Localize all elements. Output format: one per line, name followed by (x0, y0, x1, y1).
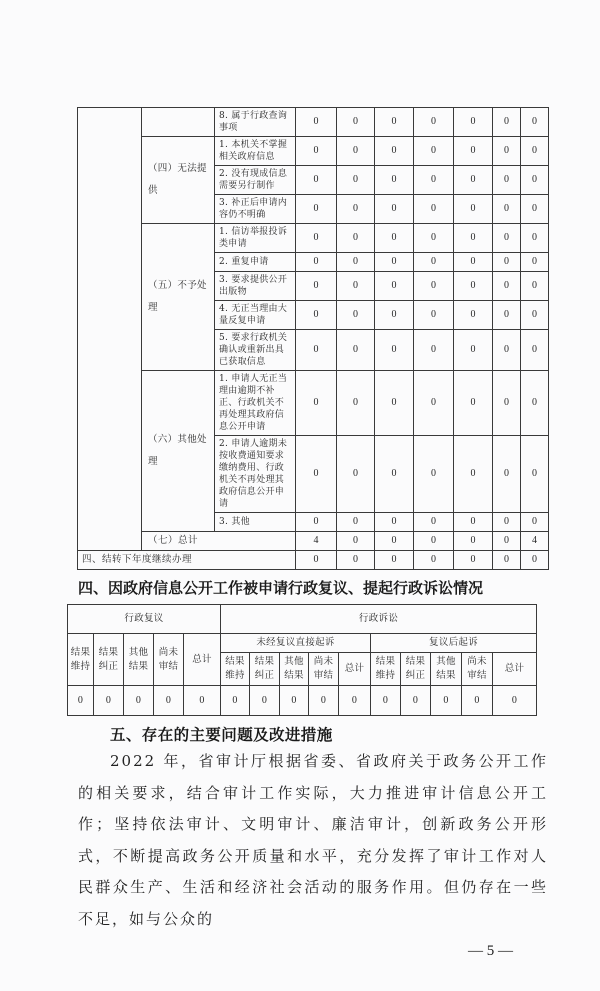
value-cell: 0 (375, 371, 414, 436)
value-cell: 0 (493, 272, 521, 301)
value-cell: 0 (296, 272, 337, 301)
value-cell: 0 (493, 686, 537, 716)
column-header: 其他结果 (280, 653, 309, 686)
value-cell: 0 (414, 253, 454, 272)
column-header: 尚未审结 (309, 653, 339, 686)
value-cell: 0 (375, 301, 414, 330)
value-cell: 4 (521, 532, 549, 551)
section-5-heading: 五、存在的主要问题及改进措施 (110, 726, 333, 744)
value-cell: 0 (337, 272, 375, 301)
value-cell: 0 (414, 137, 454, 166)
category-cell: （四）无法提供 (142, 137, 215, 224)
value-cell: 0 (296, 224, 337, 253)
value-cell: 0 (431, 686, 462, 716)
value-cell: 0 (337, 108, 375, 137)
value-cell: 0 (375, 330, 414, 371)
column-header: 结果维持 (221, 653, 250, 686)
litigation-group-header: 行政诉讼 (221, 605, 537, 634)
value-cell: 0 (296, 195, 337, 224)
item-label: 2. 申请人逾期未按收费通知要求缴纳费用、行政机关不再处理其政府信息公开申请 (215, 436, 296, 513)
value-cell: 0 (493, 253, 521, 272)
category-cell (142, 108, 215, 137)
column-header: 总计 (493, 653, 537, 686)
value-cell: 0 (375, 436, 414, 513)
value-cell: 0 (454, 272, 493, 301)
item-label: 3. 其他 (215, 513, 296, 532)
value-cell: 0 (493, 224, 521, 253)
value-cell: 0 (154, 686, 184, 716)
value-cell: 0 (493, 330, 521, 371)
total-label: （七）总计 (142, 532, 296, 551)
value-cell: 0 (521, 108, 549, 137)
value-cell: 0 (296, 166, 337, 195)
total-row (78, 532, 549, 551)
value-cell: 0 (414, 166, 454, 195)
value-cell: 0 (493, 137, 521, 166)
value-cell: 0 (414, 532, 454, 551)
column-header: 其他结果 (431, 653, 462, 686)
carryover-label: 四、结转下年度继续办理 (78, 551, 296, 570)
value-cell: 0 (337, 532, 375, 551)
value-cell: 0 (337, 253, 375, 272)
value-cell: 0 (454, 301, 493, 330)
value-cell: 0 (521, 371, 549, 436)
item-label: 8. 属于行政查询事项 (215, 108, 296, 137)
value-cell: 0 (337, 137, 375, 166)
value-cell: 0 (414, 195, 454, 224)
value-cell: 0 (454, 436, 493, 513)
value-cell: 0 (414, 551, 454, 570)
section-4-heading: 四、因政府信息公开工作被申请行政复议、提起行政诉讼情况 (78, 579, 484, 597)
value-cell: 0 (337, 436, 375, 513)
value-cell: 0 (375, 224, 414, 253)
value-cell: 0 (414, 272, 454, 301)
table-row (78, 371, 549, 436)
value-cell: 0 (375, 272, 414, 301)
value-cell: 0 (493, 371, 521, 436)
body-paragraph: 2022 年，省审计厅根据省委、省政府关于政务公开工作的相关要求，结合审计工作实际，大力推进审计信息公开工作；坚持依法审计、文明审计、廉洁审计，创新政务公开形式，不断提高政务公开质量和水平，充分发挥了审计工作对人民群众生产、生活和经济社会活动的服务作用。但仍存在一些不足，如与公众的 (78, 752, 548, 928)
item-label: 1. 信访举报投诉类申请 (215, 224, 296, 253)
column-header: 总计 (339, 653, 371, 686)
value-cell: 0 (375, 532, 414, 551)
value-cell: 0 (493, 513, 521, 532)
column-header: 结果纠正 (401, 653, 431, 686)
value-cell: 0 (454, 224, 493, 253)
value-cell: 0 (296, 513, 337, 532)
value-cell: 0 (521, 272, 549, 301)
value-cell: 0 (454, 195, 493, 224)
value-cell: 0 (414, 513, 454, 532)
value-cell: 0 (414, 108, 454, 137)
value-cell: 0 (337, 301, 375, 330)
value-cell: 0 (375, 513, 414, 532)
column-header: 结果维持 (371, 653, 401, 686)
value-cell: 0 (454, 108, 493, 137)
value-cell: 0 (454, 253, 493, 272)
item-label: 1. 本机关不掌握相关政府信息 (215, 137, 296, 166)
item-label: 2. 重复申请 (215, 253, 296, 272)
outer-category-cell (78, 108, 142, 551)
value-cell: 0 (296, 330, 337, 371)
value-cell: 0 (375, 253, 414, 272)
value-cell: 0 (375, 195, 414, 224)
group-header-row (68, 605, 537, 634)
column-header: 结果纠正 (94, 634, 124, 686)
value-cell: 0 (493, 436, 521, 513)
category-cell: （六）其他处理 (142, 371, 215, 532)
value-cell: 0 (337, 195, 375, 224)
value-cell: 0 (454, 137, 493, 166)
value-cell: 0 (375, 166, 414, 195)
application-handling-table (77, 107, 549, 570)
value-cell: 0 (414, 371, 454, 436)
value-cell: 0 (493, 551, 521, 570)
item-label: 4. 无正当理由大量反复申请 (215, 301, 296, 330)
value-cell: 0 (296, 301, 337, 330)
value-cell: 0 (309, 686, 339, 716)
value-cell: 0 (94, 686, 124, 716)
value-cell: 0 (375, 551, 414, 570)
value-cell: 0 (521, 513, 549, 532)
value-cell: 0 (296, 137, 337, 166)
value-cell: 0 (375, 108, 414, 137)
value-cell: 0 (521, 166, 549, 195)
value-cell: 0 (521, 301, 549, 330)
column-header: 尚未审结 (462, 653, 493, 686)
value-cell: 0 (521, 436, 549, 513)
review-group-header: 行政复议 (68, 605, 221, 634)
carryover-row (78, 551, 549, 570)
value-cell: 0 (124, 686, 154, 716)
value-cell: 0 (493, 108, 521, 137)
value-cell: 0 (454, 166, 493, 195)
value-cell: 0 (184, 686, 221, 716)
column-header: 结果维持 (68, 634, 94, 686)
table-row (78, 108, 549, 137)
column-header: 尚未审结 (154, 634, 184, 686)
value-cell: 0 (493, 195, 521, 224)
value-cell: 0 (371, 686, 401, 716)
value-cell: 4 (296, 532, 337, 551)
value-cell: 0 (337, 551, 375, 570)
value-cell: 0 (454, 551, 493, 570)
column-header: 总计 (184, 634, 221, 686)
values-row (68, 686, 537, 716)
value-cell: 0 (414, 224, 454, 253)
item-label: 3. 要求提供公开出版物 (215, 272, 296, 301)
value-cell: 0 (339, 686, 371, 716)
value-cell: 0 (221, 686, 250, 716)
value-cell: 0 (521, 195, 549, 224)
value-cell: 0 (337, 513, 375, 532)
value-cell: 0 (296, 253, 337, 272)
value-cell: 0 (414, 330, 454, 371)
direct-suit-header: 未经复议直接起诉 (221, 634, 371, 653)
review-litigation-table (67, 604, 537, 716)
value-cell: 0 (68, 686, 94, 716)
item-label: 5. 要求行政机关确认或重新出具已获取信息 (215, 330, 296, 371)
value-cell: 0 (454, 330, 493, 371)
value-cell: 0 (280, 686, 309, 716)
value-cell: 0 (454, 532, 493, 551)
after-review-suit-header: 复议后起诉 (371, 634, 537, 653)
item-label: 1. 申请人无正当理由逾期不补正、行政机关不再处理其政府信息公开申请 (215, 371, 296, 436)
table-row (78, 224, 549, 253)
value-cell: 0 (521, 253, 549, 272)
value-cell: 0 (521, 137, 549, 166)
value-cell: 0 (296, 551, 337, 570)
value-cell: 0 (401, 686, 431, 716)
value-cell: 0 (454, 371, 493, 436)
value-cell: 0 (454, 513, 493, 532)
value-cell: 0 (337, 371, 375, 436)
value-cell: 0 (337, 330, 375, 371)
value-cell: 0 (462, 686, 493, 716)
value-cell: 0 (296, 108, 337, 137)
value-cell: 0 (521, 330, 549, 371)
value-cell: 0 (521, 551, 549, 570)
value-cell: 0 (414, 436, 454, 513)
value-cell: 0 (296, 371, 337, 436)
value-cell: 0 (337, 166, 375, 195)
category-cell: （五）不予处理 (142, 224, 215, 371)
value-cell: 0 (493, 532, 521, 551)
value-cell: 0 (493, 166, 521, 195)
value-cell: 0 (296, 436, 337, 513)
sub-header-row (68, 634, 537, 653)
item-label: 2. 没有现成信息需要另行制作 (215, 166, 296, 195)
column-header: 其他结果 (124, 634, 154, 686)
page-number: — 5 — (468, 943, 513, 959)
column-header: 结果纠正 (250, 653, 280, 686)
table-row (78, 137, 549, 166)
value-cell: 0 (493, 301, 521, 330)
value-cell: 0 (250, 686, 280, 716)
value-cell: 0 (375, 137, 414, 166)
item-label: 3. 补正后申请内容仍不明确 (215, 195, 296, 224)
value-cell: 0 (521, 224, 549, 253)
value-cell: 0 (337, 224, 375, 253)
value-cell: 0 (414, 301, 454, 330)
